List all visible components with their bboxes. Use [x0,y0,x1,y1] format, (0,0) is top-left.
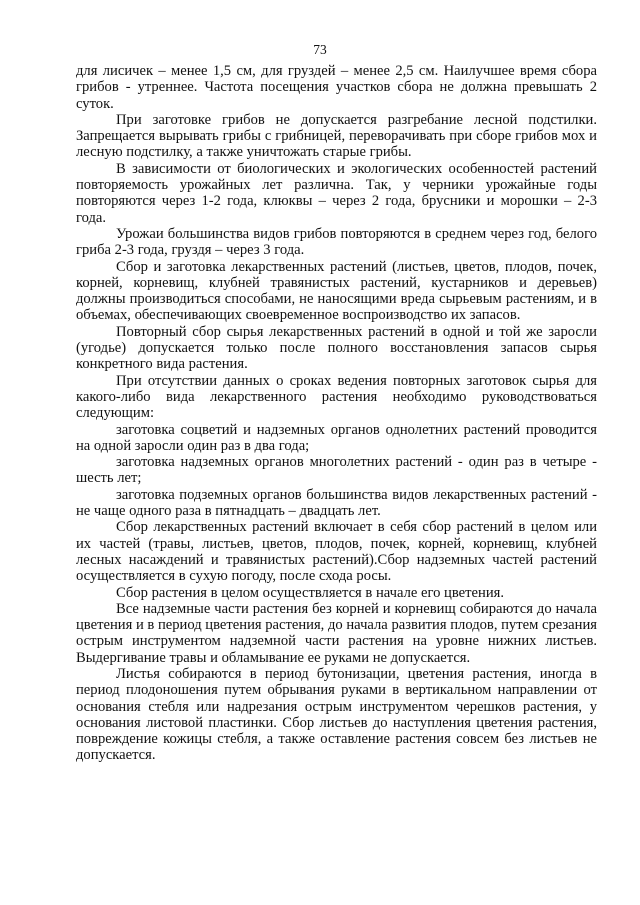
paragraph-mushroom-litter: При заготовке грибов не допускается разгребание лесной подстилки. Запрещается вырывать грибы с грибницей, переворачивать при сборе грибов мох и лесную подстилку, а также уничтожать старые грибы. [76,111,597,161]
list-item-perennial-plants: заготовка надземных органов многолетних растений - один раз в четыре - шесть лет; [76,454,597,487]
list-item-annual-plants: заготовка соцветий и надземных органов однолетних растений проводится на одной заросли один раз в два года; [76,421,597,454]
page-number: 73 [313,42,327,57]
paragraph-harvest-years: В зависимости от биологических и экологических особенностей растений повторяемость урожайных лет различна. Так, у черники урожайные годы повторяются через 1-2 года, клюквы – через 2 года, брусники и морошки – 2-3 года. [76,160,597,226]
paragraph-mushroom-yields: Урожаи большинства видов грибов повторяются в среднем через год, белого гриба 2-3 года, груздя – через 3 года. [76,225,597,259]
paragraph-aboveground-parts: Все надземные части растения без корней и корневищ собираются до начала цветения и в период цветения растения, до начала развития плодов, путем срезания острым инструментом надземной части растения на уровне нижних листьев. Выдергивание травы и обламывание ее руками не допускается. [76,600,597,666]
paragraph-continuation: для лисичек – менее 1,5 см, для груздей – менее 2,5 см. Наилучшее время сбора грибов - утреннее. Частота посещения участков сбора не должна превышать 2 суток. [76,63,597,112]
paragraph-leaves: Листья собираются в период бутонизации, цветения растения, иногда в период плодоношения путем обрывания руками в вертикальном направлении от основания стебля или надрезания острым инструментом черешков растения, у основания листовой пластинки. Сбор листьев до наступления цветения растения, повреждение кожицы стебля, а также оставление растения совсем без листьев не допускается. [76,665,597,764]
paragraph-no-data-guidance: При отсутствии данных о сроках ведения повторных заготовок сырья для какого-либо вида лекарственного растения необходимо руководствоваться следующим: [76,372,597,422]
list-item-underground-organs: заготовка подземных органов большинства видов лекарственных растений - не чаще одного раза в пятнадцать – двадцать лет. [76,486,597,520]
body-text [76,63,597,764]
paragraph-medicinal-collection: Сбор и заготовка лекарственных растений (листьев, цветов, плодов, почек, корней, корневищ, клубней травянистых растений, кустарников и деревьев) должны производиться способами, не наносящими вреда сырьевым растениям, и в объемах, обеспечивающих своевременное воспроизводство их запасов. [76,258,597,324]
paragraph-collection-includes: Сбор лекарственных растений включает в себя сбор растений в целом или их частей (травы, листьев, цветов, плодов, почек, корней, корневищ, клубней лесных насаждений и травянистых растений).Сбор надземных частей растений осуществляется в сухую погоду, после схода росы. [76,519,597,585]
paragraph-whole-plant: Сбор растения в целом осуществляется в начале его цветения. [116,584,504,601]
paragraph-repeat-collection: Повторный сбор сырья лекарственных растений в одной и той же заросли (угодье) допускается только после полного восстановления запасов сырья конкретного вида растения. [76,323,597,373]
